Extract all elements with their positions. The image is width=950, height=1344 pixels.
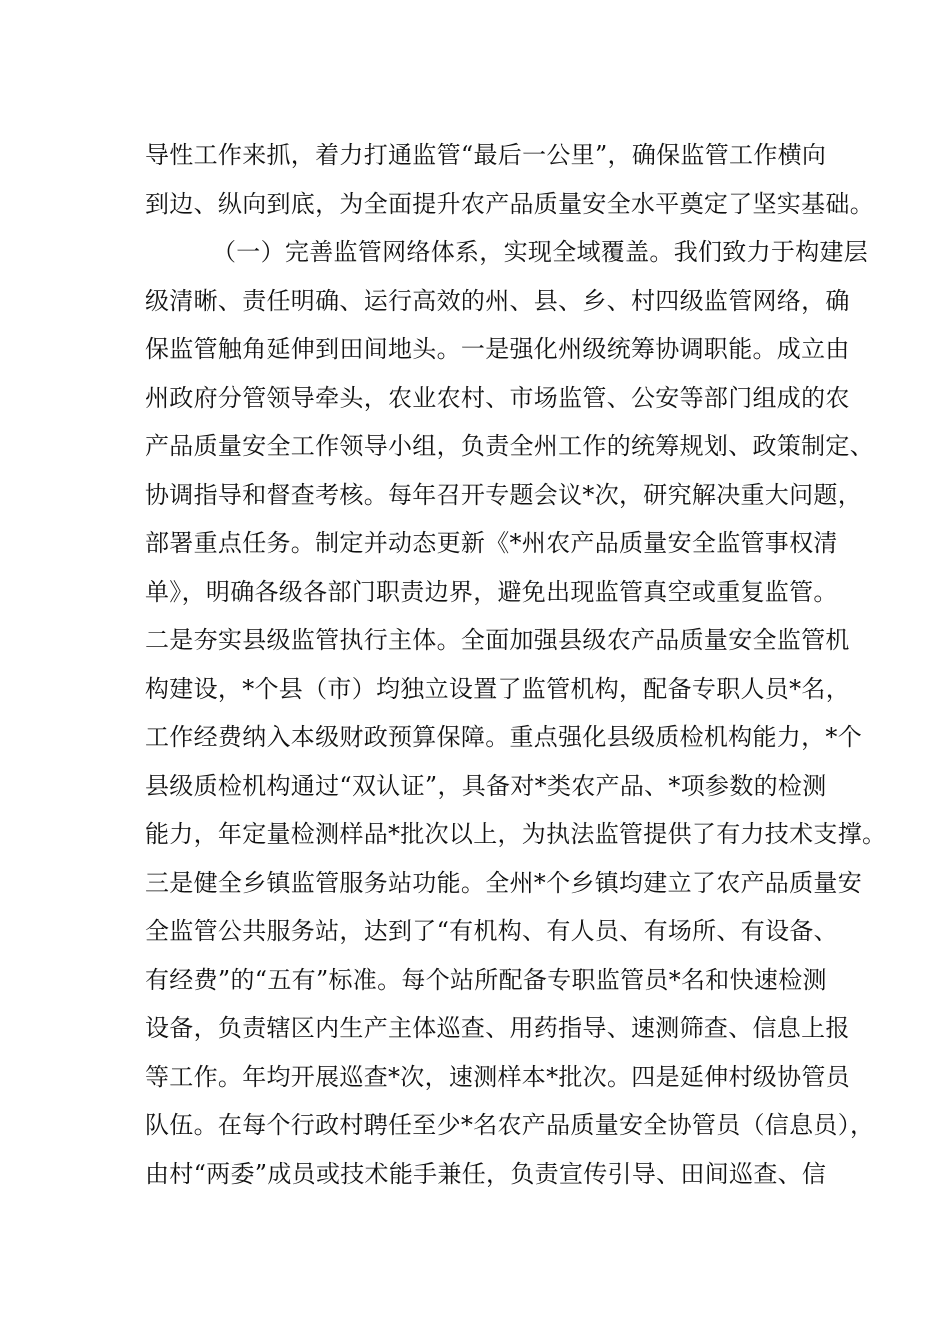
text-line: 单》，明确各级各部门职责边界，避免出现监管真空或重复监管。 — [145, 577, 838, 606]
text-line: 部署重点任务。制定并动态更新《*州农产品质量安全监管事权清 — [145, 529, 838, 557]
text-line: 二是夯实县级监管执行主体。全面加强县级农产品质量安全监管机 — [145, 626, 850, 654]
text-line: 州政府分管领导牵头，农业农村、市场监管、公安等部门组成的农 — [145, 383, 850, 412]
text-line: 队伍。在每个行政村聘任至少*名农产品质量安全协管员（信息员）， — [145, 1111, 875, 1139]
section-heading-line: （一）完善监管网络体系，实现全域覆盖。我们致力于构建层 — [212, 238, 869, 266]
text-line: 保监管触角延伸到田间地头。一是强化州级统筹协调职能。成立由 — [145, 335, 850, 363]
document-body — [145, 131, 887, 1198]
text-line: 有经费”的“五有”标准。每个站所配备专职监管员*名和快速检测 — [145, 965, 827, 994]
text-line: 构建设，*个县（市）均独立设置了监管机构，配备专职人员*名， — [145, 674, 850, 703]
text-line: 全监管公共服务站，达到了“有机构、有人员、有场所、有设备、 — [145, 917, 838, 945]
text-line: 导性工作来抓，着力打通监管“最后一公里”，确保监管工作横向 — [145, 141, 827, 169]
text-line: 由村“两委”成员或技术能手兼任，负责宣传引导、田间巡查、信 — [145, 1159, 827, 1188]
text-line: 能力，年定量检测样品*批次以上，为执法监管提供了有力技术支撑。 — [145, 820, 887, 848]
text-line: 县级质检机构通过“双认证”，具备对*类农产品、*项参数的检测 — [145, 771, 827, 800]
text-line: 工作经费纳入本级财政预算保障。重点强化县级质检机构能力，*个 — [145, 723, 862, 751]
text-line: 等工作。年均开展巡查*次，速测样本*批次。四是延伸村级协管员 — [145, 1062, 850, 1091]
text-line: 三是健全乡镇监管服务站功能。全州*个乡镇均建立了农产品质量安 — [145, 868, 862, 897]
text-line: 到边、纵向到底，为全面提升农产品质量安全水平奠定了坚实基础。 — [145, 189, 874, 218]
text-line: 协调指导和督查考核。每年召开专题会议*次，研究解决重大问题， — [145, 480, 862, 509]
text-line: 产品质量安全工作领导小组，负责全州工作的统筹规划、政策制定、 — [145, 432, 874, 460]
text-line: 设备，负责辖区内生产主体巡查、用药指导、速测筛查、信息上报 — [145, 1014, 850, 1042]
text-line: 级清晰、责任明确、运行高效的州、县、乡、村四级监管网络，确 — [145, 286, 850, 315]
